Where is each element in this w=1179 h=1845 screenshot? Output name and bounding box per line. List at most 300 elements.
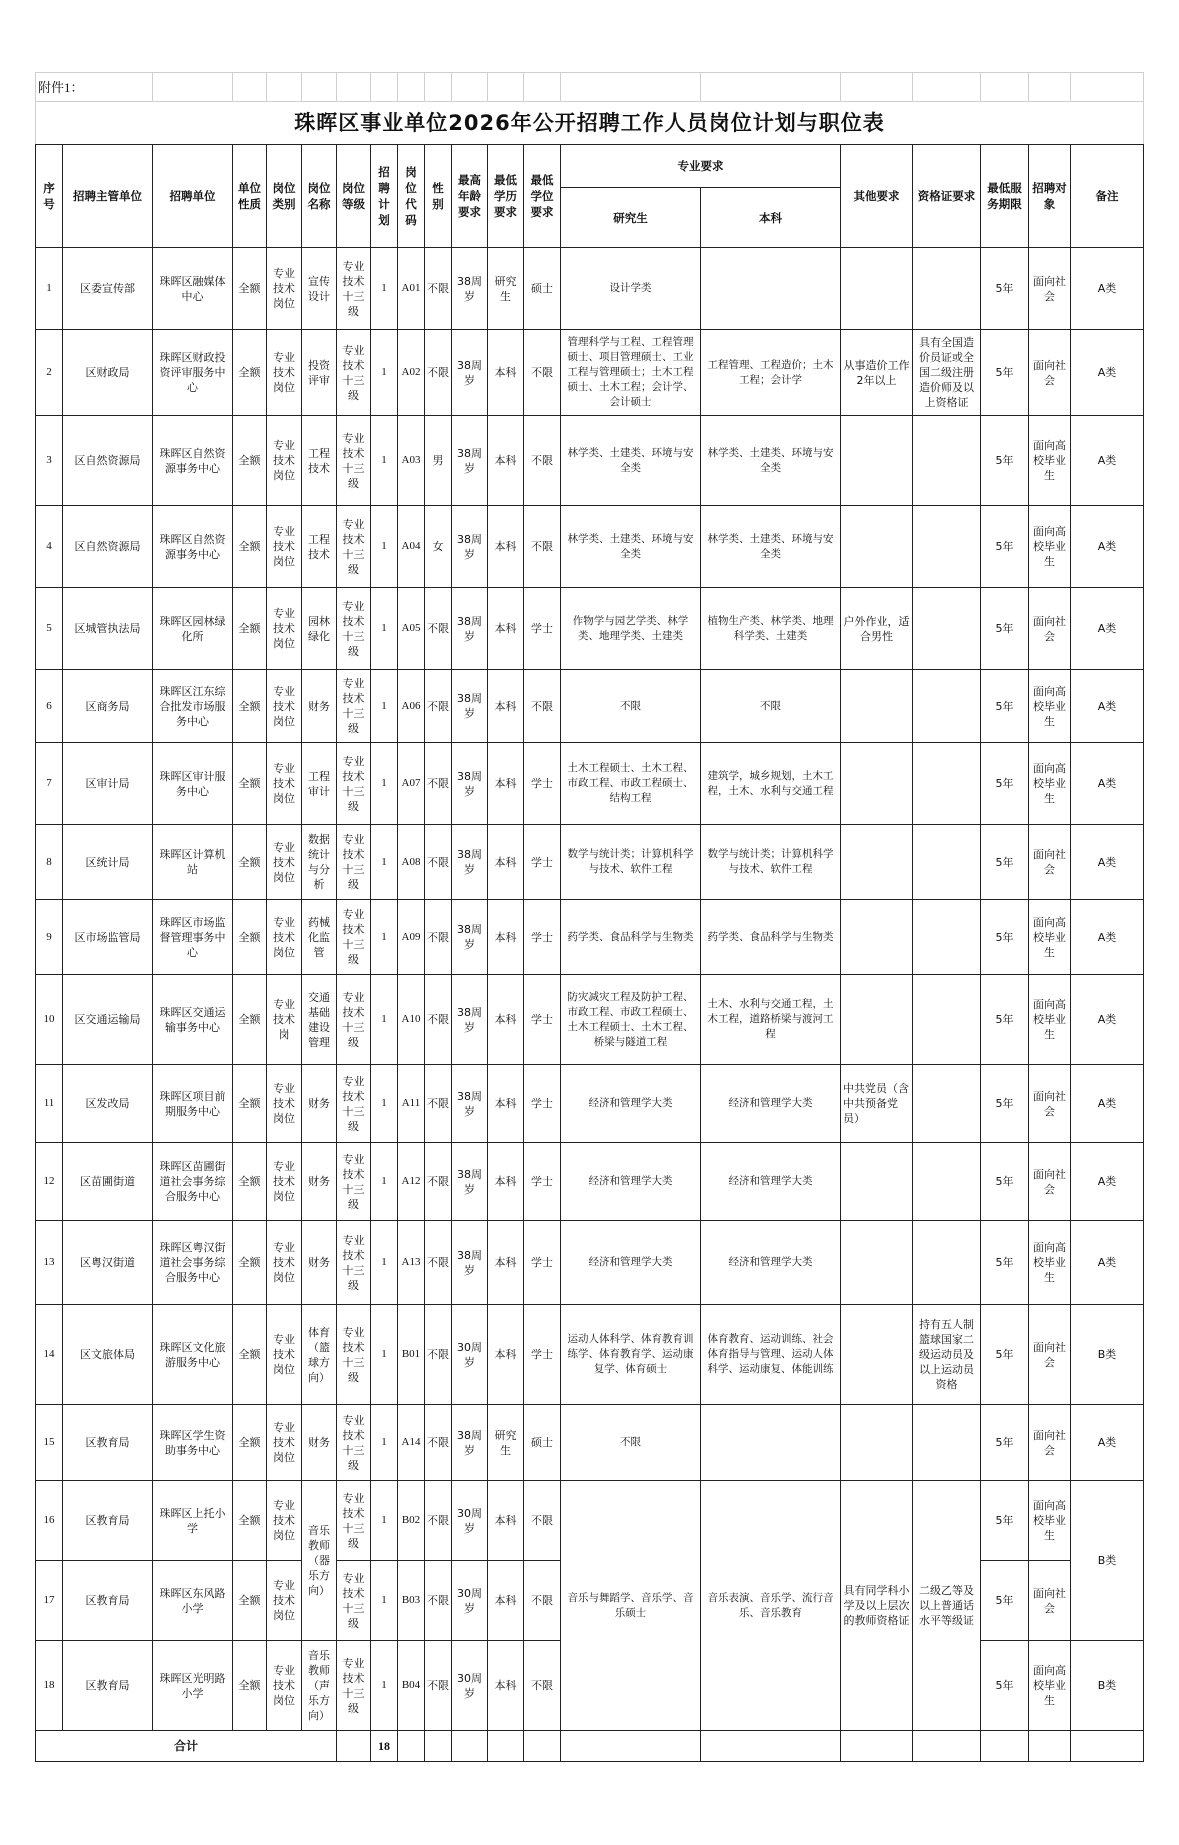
cell-unit: 珠晖区计算机站 [153,825,233,900]
cell-unit: 珠晖区上托小学 [153,1481,233,1561]
cell-plan: 1 [371,743,398,825]
cell-post-name: 财务 [302,1065,337,1143]
cell-age: 38周岁 [452,1143,488,1221]
cell-other [841,1143,913,1221]
cell-code: A04 [398,506,425,588]
cell-age: 30周岁 [452,1305,488,1405]
cell-degree: 学士 [524,588,561,670]
cell-major-grad: 运动人体科学、体育教育训练学、体育教育学、运动康复学、体育硕士 [561,1305,701,1405]
cell-other [841,670,913,743]
cell-other-merged: 具有同学科小学及以上层次的教师资格证 [841,1481,913,1731]
cell-cert [913,416,981,506]
cell-nature: 全额 [233,1305,267,1405]
cell-unit: 珠晖区学生资助事务中心 [153,1405,233,1481]
cell-gender: 不限 [425,1221,452,1305]
header-post-code: 岗位代码 [398,145,425,248]
cell-service: 5年 [981,506,1029,588]
cell-nature: 全额 [233,1221,267,1305]
table-row [36,416,1144,506]
cell-major-undergrad: 体育教育、运动训练、社会体育指导与管理、运动人体科学、运动康复、体能训练 [701,1305,841,1405]
cell-post-name: 数据统计与分析 [302,825,337,900]
cell-cert [913,975,981,1065]
cell-nature: 全额 [233,900,267,975]
cell-edu: 本科 [488,825,524,900]
cell-major-undergrad: 经济和管理学大类 [701,1143,841,1221]
cell-post-name: 音乐教师（声乐方向） [302,1641,337,1731]
cell-cert [913,825,981,900]
cell-seq: 3 [36,416,63,506]
cell-edu: 本科 [488,975,524,1065]
cell-major-undergrad: 建筑学，城乡规划，土木工程，土木、水利与交通工程 [701,743,841,825]
header-post-name: 岗位名称 [302,145,337,248]
cell-age: 38周岁 [452,975,488,1065]
cell-unit: 珠晖区光明路小学 [153,1641,233,1731]
cell-gender: 不限 [425,975,452,1065]
cell-target: 面向高校毕业生 [1029,670,1071,743]
header-gender: 性别 [425,145,452,248]
cell-other [841,900,913,975]
cell-gender: 男 [425,416,452,506]
cell-degree: 不限 [524,1481,561,1561]
cell-dept: 区自然资源局 [63,416,153,506]
cell-category: 专业技术岗位 [267,1221,302,1305]
table-row [36,506,1144,588]
cell-level: 专业技术十三级 [337,900,371,975]
cell-age: 38周岁 [452,416,488,506]
cell-degree: 硕士 [524,248,561,330]
cell-degree: 学士 [524,825,561,900]
cell-plan: 1 [371,1481,398,1561]
cell-dept: 区统计局 [63,825,153,900]
cell-edu: 本科 [488,1221,524,1305]
table-row [36,588,1144,670]
cell-target: 面向社会 [1029,330,1071,416]
cell-cert: 具有全国造价员证或全国二级注册造价师及以上资格证 [913,330,981,416]
cell-major-undergrad: 药学类、食品科学与生物类 [701,900,841,975]
header-major-grad: 研究生 [561,188,701,248]
cell-category: 专业技术岗位 [267,1065,302,1143]
cell-code: A02 [398,330,425,416]
cell-major-grad: 经济和管理学大类 [561,1143,701,1221]
cell-service: 5年 [981,1221,1029,1305]
cell-post-name: 投资评审 [302,330,337,416]
cell-edu: 本科 [488,900,524,975]
cell-level: 专业技术十三级 [337,1305,371,1405]
cell-post-name: 财务 [302,1221,337,1305]
cell-dept: 区教育局 [63,1481,153,1561]
cell-unit: 珠晖区园林绿化所 [153,588,233,670]
total-row [36,1731,1144,1762]
cell-nature: 全额 [233,1641,267,1731]
cell-seq: 4 [36,506,63,588]
cell-age: 38周岁 [452,248,488,330]
table-row [36,1221,1144,1305]
cell-cert [913,1143,981,1221]
cell-dept: 区教育局 [63,1405,153,1481]
cell-age: 38周岁 [452,506,488,588]
cell-remark: A类 [1071,1405,1144,1481]
cell-gender: 不限 [425,743,452,825]
cell-major-grad: 林学类、土建类、环境与安全类 [561,506,701,588]
cell-plan: 1 [371,1641,398,1731]
cell-dept: 区交通运输局 [63,975,153,1065]
table-row [36,825,1144,900]
cell-degree: 学士 [524,1143,561,1221]
cell-major-grad: 设计学类 [561,248,701,330]
cell-code: A06 [398,670,425,743]
header-remark: 备注 [1071,145,1144,248]
cell-major-grad: 作物学与园艺学类、林学类、地理学类、土建类 [561,588,701,670]
cell-cert-merged: 二级乙等及以上普通话水平等级证 [913,1481,981,1731]
cell-remark: A类 [1071,506,1144,588]
cell-gender: 不限 [425,1305,452,1405]
cell-target: 面向社会 [1029,1143,1071,1221]
cell-code: B01 [398,1305,425,1405]
recruitment-table [35,72,1144,1762]
cell-dept: 区委宣传部 [63,248,153,330]
cell-degree: 学士 [524,743,561,825]
cell-level: 专业技术十三级 [337,975,371,1065]
cell-age: 38周岁 [452,588,488,670]
header-cert: 资格证要求 [913,145,981,248]
attachment-row [36,73,1144,102]
cell-service: 5年 [981,670,1029,743]
cell-degree: 不限 [524,506,561,588]
cell-service: 5年 [981,1305,1029,1405]
cell-edu: 本科 [488,1641,524,1731]
cell-major-grad: 数学与统计类；计算机科学与技术、软件工程 [561,825,701,900]
page-title: 珠晖区事业单位2026年公开招聘工作人员岗位计划与职位表 [36,102,1144,145]
cell-unit: 珠晖区东风路小学 [153,1561,233,1641]
cell-major-grad: 防灾减灾工程及防护工程、市政工程、市政工程硕士、土木工程硕士、土木工程、桥梁与隧道工程 [561,975,701,1065]
cell-degree: 学士 [524,900,561,975]
cell-remark: A类 [1071,1143,1144,1221]
cell-edu: 研究生 [488,1405,524,1481]
cell-category: 专业技术岗位 [267,1305,302,1405]
table-row [36,670,1144,743]
cell-remark: A类 [1071,588,1144,670]
cell-target: 面向社会 [1029,1305,1071,1405]
cell-gender: 不限 [425,1143,452,1221]
cell-nature: 全额 [233,330,267,416]
cell-target: 面向社会 [1029,248,1071,330]
cell-major-undergrad: 数学与统计类；计算机科学与技术、软件工程 [701,825,841,900]
cell-level: 专业技术十三级 [337,416,371,506]
cell-post-name: 体育（篮球方向） [302,1305,337,1405]
cell-remark: B类 [1071,1641,1144,1731]
cell-age: 38周岁 [452,1405,488,1481]
cell-unit: 珠晖区市场监督管理事务中心 [153,900,233,975]
cell-degree: 学士 [524,1221,561,1305]
cell-category: 专业技术岗位 [267,1481,302,1561]
cell-degree: 不限 [524,330,561,416]
cell-category: 专业技术岗位 [267,670,302,743]
cell-remark: A类 [1071,670,1144,743]
cell-code: A12 [398,1143,425,1221]
cell-seq: 16 [36,1481,63,1561]
cell-code: A07 [398,743,425,825]
cell-target: 面向高校毕业生 [1029,1641,1071,1731]
cell-major-grad: 不限 [561,1405,701,1481]
cell-unit: 珠晖区文化旅游服务中心 [153,1305,233,1405]
cell-service: 5年 [981,416,1029,506]
cell-dept: 区发改局 [63,1065,153,1143]
cell-gender: 不限 [425,825,452,900]
cell-level: 专业技术十三级 [337,1065,371,1143]
cell-dept: 区市场监管局 [63,900,153,975]
cell-nature: 全额 [233,975,267,1065]
cell-gender: 不限 [425,330,452,416]
cell-category: 专业技术岗位 [267,1641,302,1731]
cell-cert [913,670,981,743]
cell-nature: 全额 [233,1481,267,1561]
cell-edu: 本科 [488,506,524,588]
cell-edu: 本科 [488,1143,524,1221]
cell-nature: 全额 [233,825,267,900]
cell-level: 专业技术十三级 [337,670,371,743]
cell-plan: 1 [371,1065,398,1143]
cell-remark: A类 [1071,743,1144,825]
cell-other [841,416,913,506]
cell-major-grad: 林学类、土建类、环境与安全类 [561,416,701,506]
cell-other: 从事造价工作2年以上 [841,330,913,416]
cell-code: B03 [398,1561,425,1641]
cell-major-grad: 不限 [561,670,701,743]
cell-gender: 不限 [425,1481,452,1561]
cell-target: 面向高校毕业生 [1029,1481,1071,1561]
table-row [36,900,1144,975]
cell-code: A11 [398,1065,425,1143]
header-seq: 序号 [36,145,63,248]
header-min-degree: 最低学位要求 [524,145,561,248]
cell-plan: 1 [371,1305,398,1405]
cell-other [841,1405,913,1481]
cell-code: B02 [398,1481,425,1561]
cell-remark: B类 [1071,1305,1144,1405]
cell-seq: 1 [36,248,63,330]
cell-seq: 8 [36,825,63,900]
cell-cert [913,248,981,330]
cell-nature: 全额 [233,1143,267,1221]
cell-cert [913,1405,981,1481]
cell-remark: A类 [1071,416,1144,506]
cell-category: 专业技术岗位 [267,506,302,588]
table-row [36,1481,1144,1561]
header-service: 最低服务期限 [981,145,1029,248]
cell-dept: 区城管执法局 [63,588,153,670]
cell-service: 5年 [981,330,1029,416]
cell-target: 面向社会 [1029,588,1071,670]
cell-major-undergrad: 土木、水利与交通工程，土木工程，道路桥梁与渡河工程 [701,975,841,1065]
cell-nature: 全额 [233,506,267,588]
cell-target: 面向高校毕业生 [1029,975,1071,1065]
cell-nature: 全额 [233,1065,267,1143]
cell-major-undergrad: 不限 [701,670,841,743]
cell-post-name: 财务 [302,1405,337,1481]
cell-major-undergrad: 林学类、土建类、环境与安全类 [701,416,841,506]
cell-dept: 区教育局 [63,1641,153,1731]
header-dept: 招聘主管单位 [63,145,153,248]
cell-remark: A类 [1071,900,1144,975]
cell-cert: 持有五人制篮球国家二级运动员及以上运动员资格 [913,1305,981,1405]
cell-gender: 不限 [425,248,452,330]
cell-seq: 9 [36,900,63,975]
cell-major-undergrad-merged: 音乐表演、音乐学、流行音乐、音乐教育 [701,1481,841,1731]
header-min-edu: 最低学历要求 [488,145,524,248]
cell-post-name: 工程技术 [302,416,337,506]
cell-nature: 全额 [233,743,267,825]
total-plan: 18 [371,1731,398,1762]
cell-plan: 1 [371,1405,398,1481]
cell-cert [913,1221,981,1305]
cell-post-name: 园林绿化 [302,588,337,670]
cell-nature: 全额 [233,670,267,743]
cell-unit: 珠晖区融媒体中心 [153,248,233,330]
cell-level: 专业技术十三级 [337,1481,371,1561]
cell-edu: 本科 [488,1305,524,1405]
cell-level: 专业技术十三级 [337,330,371,416]
cell-dept: 区粤汉街道 [63,1221,153,1305]
cell-category: 专业技术岗位 [267,900,302,975]
cell-edu: 本科 [488,670,524,743]
cell-gender: 不限 [425,1065,452,1143]
cell-post-name: 工程审计 [302,743,337,825]
cell-cert [913,588,981,670]
cell-dept: 区商务局 [63,670,153,743]
cell-degree: 学士 [524,975,561,1065]
cell-plan: 1 [371,825,398,900]
cell-service: 5年 [981,588,1029,670]
cell-category: 专业技术岗位 [267,588,302,670]
cell-gender: 女 [425,506,452,588]
cell-code: A09 [398,900,425,975]
header-major-undergrad: 本科 [701,188,841,248]
cell-unit: 珠晖区交通运输事务中心 [153,975,233,1065]
cell-level: 专业技术十三级 [337,1405,371,1481]
cell-age: 38周岁 [452,670,488,743]
cell-age: 30周岁 [452,1641,488,1731]
cell-other [841,1305,913,1405]
cell-degree: 不限 [524,1641,561,1731]
recruitment-sheet [35,72,1143,1762]
header-max-age: 最高年龄要求 [452,145,488,248]
cell-level: 专业技术十三级 [337,248,371,330]
cell-seq: 7 [36,743,63,825]
cell-seq: 10 [36,975,63,1065]
cell-gender: 不限 [425,1641,452,1731]
cell-plan: 1 [371,416,398,506]
cell-degree: 不限 [524,670,561,743]
cell-target: 面向高校毕业生 [1029,506,1071,588]
cell-degree: 不限 [524,1561,561,1641]
cell-other: 中共党员（含中共预备党员） [841,1065,913,1143]
cell-edu: 本科 [488,588,524,670]
cell-age: 38周岁 [452,1065,488,1143]
cell-cert [913,506,981,588]
title-row [36,102,1144,145]
cell-category: 专业技术岗位 [267,330,302,416]
cell-post-name: 财务 [302,1143,337,1221]
cell-level: 专业技术十三级 [337,1561,371,1641]
cell-category: 专业技术岗位 [267,743,302,825]
header-post-category: 岗位类别 [267,145,302,248]
cell-code: A05 [398,588,425,670]
cell-code: A14 [398,1405,425,1481]
cell-nature: 全额 [233,248,267,330]
cell-category: 专业技术岗位 [267,416,302,506]
cell-category: 专业技术岗位 [267,248,302,330]
cell-service: 5年 [981,1405,1029,1481]
cell-unit: 珠晖区苗圃街道社会事务综合服务中心 [153,1143,233,1221]
header-major-group: 专业要求 [561,145,841,188]
cell-nature: 全额 [233,588,267,670]
cell-cert [913,743,981,825]
cell-remark: A类 [1071,1221,1144,1305]
cell-seq: 14 [36,1305,63,1405]
cell-service: 5年 [981,975,1029,1065]
cell-dept: 区财政局 [63,330,153,416]
cell-major-undergrad [701,248,841,330]
cell-edu: 本科 [488,1065,524,1143]
cell-remark: A类 [1071,1065,1144,1143]
cell-seq: 12 [36,1143,63,1221]
table-row [36,1305,1144,1405]
total-label: 合计 [36,1731,337,1762]
cell-plan: 1 [371,975,398,1065]
cell-code: A08 [398,825,425,900]
cell-code: A13 [398,1221,425,1305]
cell-plan: 1 [371,506,398,588]
table-row [36,1143,1144,1221]
cell-dept: 区教育局 [63,1561,153,1641]
cell-dept: 区审计局 [63,743,153,825]
header-plan: 招聘计划 [371,145,398,248]
cell-major-grad: 管理科学与工程、工程管理硕士、项目管理硕士、工业工程与管理硕士；土木工程硕士、土木工程；会计学、会计硕士 [561,330,701,416]
cell-major-grad-merged: 音乐与舞蹈学、音乐学、音乐硕士 [561,1481,701,1731]
cell-degree: 不限 [524,416,561,506]
cell-unit: 珠晖区项目前期服务中心 [153,1065,233,1143]
cell-code: A10 [398,975,425,1065]
cell-other [841,248,913,330]
cell-remark: A类 [1071,825,1144,900]
header-row [36,145,1144,188]
cell-plan: 1 [371,1561,398,1641]
cell-age: 38周岁 [452,1221,488,1305]
cell-seq: 18 [36,1641,63,1731]
cell-dept: 区苗圃街道 [63,1143,153,1221]
cell-plan: 1 [371,248,398,330]
cell-seq: 2 [36,330,63,416]
cell-age: 38周岁 [452,825,488,900]
cell-plan: 1 [371,900,398,975]
cell-dept: 区文旅体局 [63,1305,153,1405]
cell-service: 5年 [981,1561,1029,1641]
cell-target: 面向社会 [1029,1065,1071,1143]
cell-major-undergrad [701,1405,841,1481]
table-row [36,1065,1144,1143]
cell-unit: 珠晖区审计服务中心 [153,743,233,825]
cell-code: A03 [398,416,425,506]
cell-other [841,975,913,1065]
cell-major-undergrad: 林学类、土建类、环境与安全类 [701,506,841,588]
cell-major-grad: 土木工程硕士、土木工程、市政工程、市政工程硕士、结构工程 [561,743,701,825]
header-other: 其他要求 [841,145,913,248]
cell-gender: 不限 [425,588,452,670]
cell-target: 面向高校毕业生 [1029,416,1071,506]
header-unit: 招聘单位 [153,145,233,248]
table-row [36,1405,1144,1481]
cell-seq: 6 [36,670,63,743]
